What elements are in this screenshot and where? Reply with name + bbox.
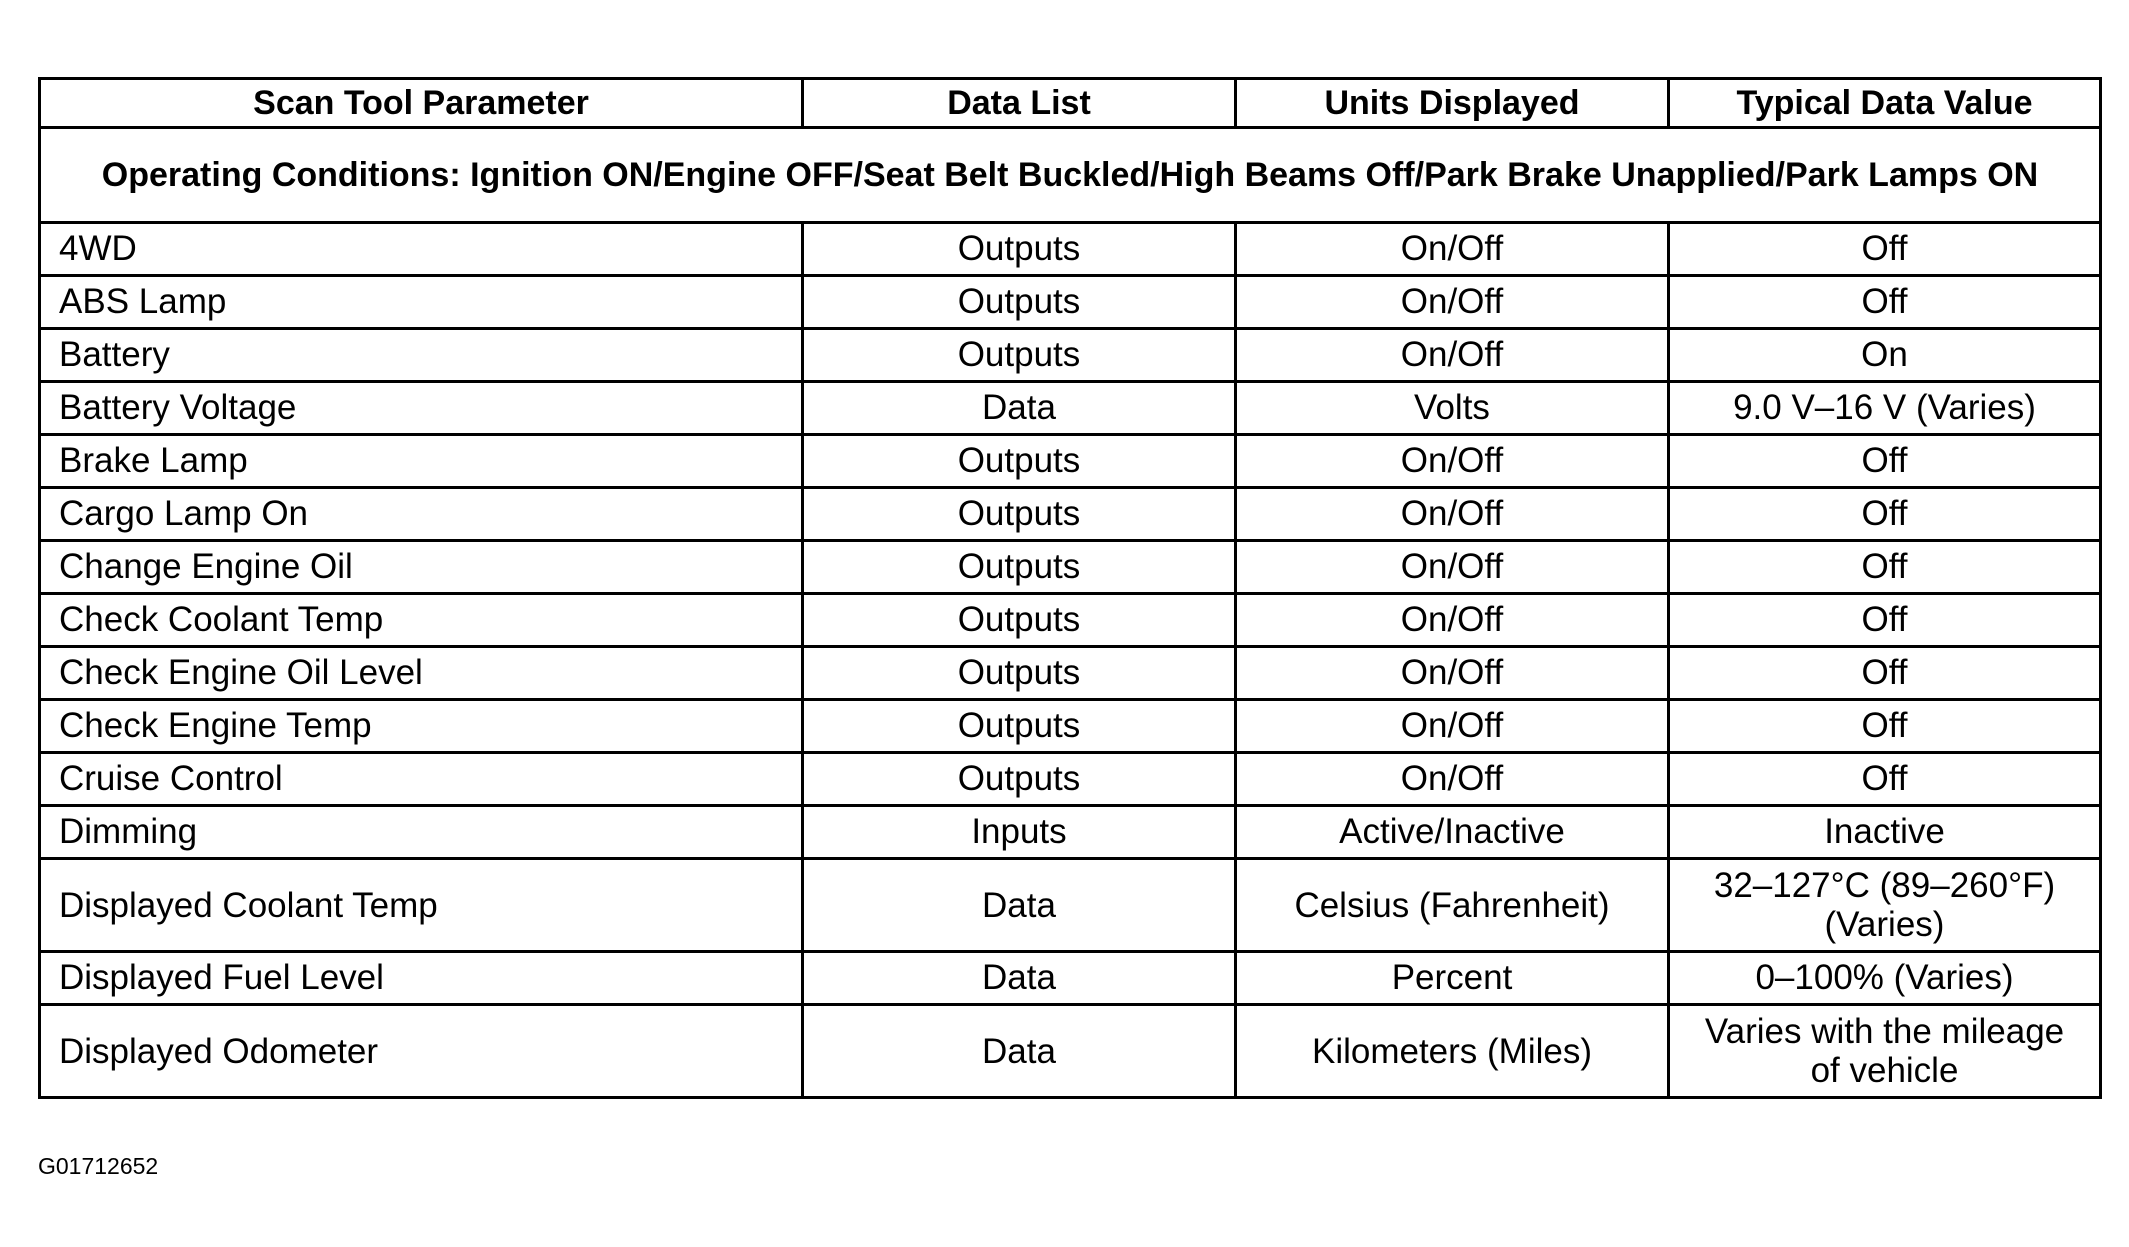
data-list-cell: Data: [803, 859, 1236, 952]
typical-value-cell: Off: [1669, 541, 2101, 594]
parameter-cell: 4WD: [40, 223, 803, 276]
typical-value-cell: Off: [1669, 700, 2101, 753]
parameter-cell: Check Engine Oil Level: [40, 647, 803, 700]
table-row: [40, 700, 2101, 753]
parameter-cell: Check Engine Temp: [40, 700, 803, 753]
units-cell: Kilometers (Miles): [1236, 1005, 1669, 1098]
data-list-cell: Data: [803, 382, 1236, 435]
parameter-cell: Displayed Coolant Temp: [40, 859, 803, 952]
data-list-cell: Inputs: [803, 806, 1236, 859]
units-cell: Percent: [1236, 952, 1669, 1005]
units-cell: On/Off: [1236, 276, 1669, 329]
figure-id: G01712652: [38, 1153, 159, 1179]
parameter-cell: Cargo Lamp On: [40, 488, 803, 541]
parameter-cell: Brake Lamp: [40, 435, 803, 488]
parameter-cell: Change Engine Oil: [40, 541, 803, 594]
units-cell: On/Off: [1236, 488, 1669, 541]
scan-tool-data-table: [38, 77, 2102, 1099]
units-cell: On/Off: [1236, 541, 1669, 594]
typical-value-cell: Off: [1669, 488, 2101, 541]
parameter-cell: Dimming: [40, 806, 803, 859]
units-cell: Active/Inactive: [1236, 806, 1669, 859]
typical-value-cell: Inactive: [1669, 806, 2101, 859]
typical-value-cell: Off: [1669, 435, 2101, 488]
table-row: [40, 1005, 2101, 1098]
data-list-cell: Outputs: [803, 753, 1236, 806]
header-typical-data-value: Typical Data Value: [1669, 79, 2101, 128]
scan-tool-data-sheet: [38, 77, 2099, 1099]
units-cell: On/Off: [1236, 435, 1669, 488]
table-row: [40, 488, 2101, 541]
typical-value-cell: Off: [1669, 647, 2101, 700]
data-list-cell: Outputs: [803, 223, 1236, 276]
units-cell: On/Off: [1236, 329, 1669, 382]
parameter-cell: Cruise Control: [40, 753, 803, 806]
table-row: [40, 435, 2101, 488]
typical-value-cell: 0–100% (Varies): [1669, 952, 2101, 1005]
table-row: [40, 276, 2101, 329]
parameter-cell: Check Coolant Temp: [40, 594, 803, 647]
units-cell: On/Off: [1236, 223, 1669, 276]
table-row: [40, 541, 2101, 594]
table-row: [40, 753, 2101, 806]
header-row: [40, 79, 2101, 128]
table-row: [40, 382, 2101, 435]
data-list-cell: Outputs: [803, 488, 1236, 541]
header-scan-tool-parameter: Scan Tool Parameter: [40, 79, 803, 128]
typical-value-cell: 32–127°C (89–260°F) (Varies): [1669, 859, 2101, 952]
units-cell: On/Off: [1236, 700, 1669, 753]
table-row: [40, 594, 2101, 647]
data-list-cell: Data: [803, 1005, 1236, 1098]
typical-value-cell: Off: [1669, 753, 2101, 806]
parameter-cell: Battery Voltage: [40, 382, 803, 435]
header-data-list: Data List: [803, 79, 1236, 128]
parameter-cell: Battery: [40, 329, 803, 382]
data-list-cell: Outputs: [803, 276, 1236, 329]
data-list-cell: Outputs: [803, 329, 1236, 382]
units-cell: Volts: [1236, 382, 1669, 435]
typical-value-cell: On: [1669, 329, 2101, 382]
table-row: [40, 806, 2101, 859]
data-list-cell: Outputs: [803, 435, 1236, 488]
table-row: [40, 223, 2101, 276]
data-list-cell: Outputs: [803, 594, 1236, 647]
table-row: [40, 647, 2101, 700]
parameter-cell: ABS Lamp: [40, 276, 803, 329]
typical-value-cell: Off: [1669, 594, 2101, 647]
typical-value-cell: 9.0 V–16 V (Varies): [1669, 382, 2101, 435]
units-cell: On/Off: [1236, 753, 1669, 806]
data-list-cell: Data: [803, 952, 1236, 1005]
data-list-cell: Outputs: [803, 541, 1236, 594]
operating-conditions-row: [40, 128, 2101, 223]
parameter-cell: Displayed Fuel Level: [40, 952, 803, 1005]
units-cell: On/Off: [1236, 647, 1669, 700]
header-units-displayed: Units Displayed: [1236, 79, 1669, 128]
parameter-cell: Displayed Odometer: [40, 1005, 803, 1098]
table-row: [40, 329, 2101, 382]
typical-value-cell: Off: [1669, 276, 2101, 329]
typical-value-cell: Varies with the mileage of vehicle: [1669, 1005, 2101, 1098]
units-cell: Celsius (Fahrenheit): [1236, 859, 1669, 952]
data-list-cell: Outputs: [803, 700, 1236, 753]
operating-conditions: Operating Conditions: Ignition ON/Engine OFF/Seat Belt Buckled/High Beams Off/Park Brake Unapplied/Park Lamps ON: [40, 128, 2101, 223]
table-row: [40, 952, 2101, 1005]
units-cell: On/Off: [1236, 594, 1669, 647]
typical-value-cell: Off: [1669, 223, 2101, 276]
data-list-cell: Outputs: [803, 647, 1236, 700]
table-row: [40, 859, 2101, 952]
